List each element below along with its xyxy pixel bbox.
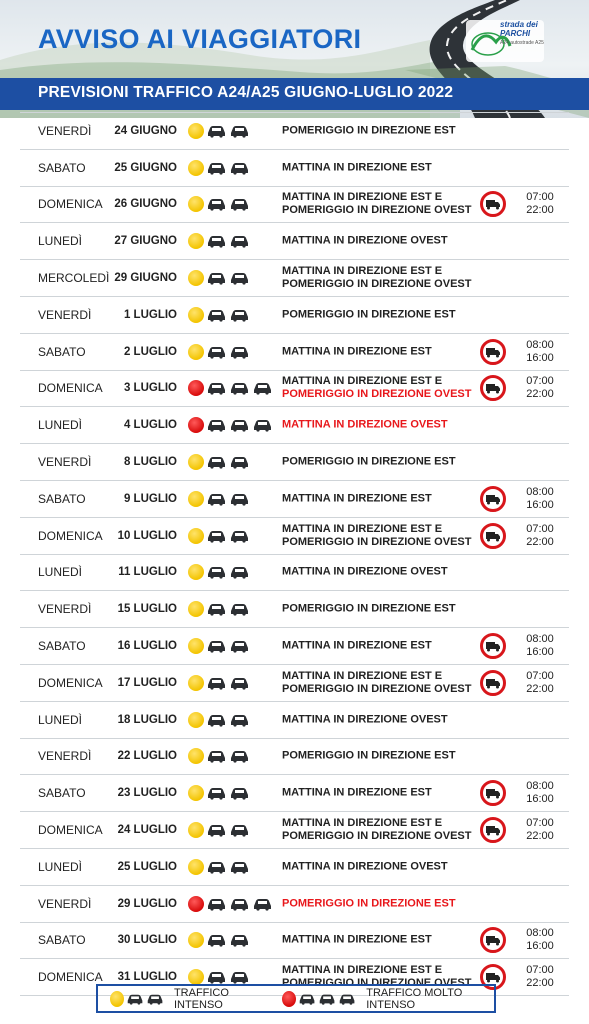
traffic-direction	[282, 375, 471, 401]
yellow-traffic-dot-icon	[188, 712, 204, 728]
car-icon	[229, 933, 250, 947]
date: 17 LUGLIO	[117, 676, 177, 689]
truck-ban-times	[520, 486, 560, 512]
list-item	[20, 812, 569, 849]
car-icon	[146, 992, 164, 1006]
car-icon	[229, 676, 250, 690]
direction-line-1: MATTINA IN DIREZIONE OVEST	[282, 234, 448, 247]
traffic-level-indicator	[188, 896, 273, 912]
car-icon	[206, 713, 227, 727]
no-trucks-sign-icon	[480, 633, 506, 659]
logo-text: strada dei PARCHI	[500, 20, 538, 38]
car-icon	[206, 933, 227, 947]
red-traffic-dot-icon	[188, 380, 204, 396]
list-item	[20, 555, 569, 592]
subtitle: PREVISIONI TRAFFICO A24/A25 GIUGNO-LUGLIO 2022	[38, 84, 454, 101]
no-trucks-sign-icon	[480, 780, 506, 806]
direction-line-1: POMERIGGIO IN DIREZIONE EST	[282, 455, 456, 468]
weekday: LUNEDÌ	[38, 859, 83, 874]
red-traffic-dot-icon	[188, 896, 204, 912]
yellow-traffic-dot-icon	[110, 991, 124, 1007]
car-icon	[206, 271, 227, 285]
weekday: VENERDÌ	[38, 455, 92, 470]
car-icon	[206, 639, 227, 653]
list-item	[20, 886, 569, 923]
traffic-direction	[282, 787, 432, 800]
traffic-level-indicator	[188, 528, 250, 544]
car-icon	[206, 749, 227, 763]
date: 29 GIUGNO	[114, 272, 177, 285]
car-icon	[206, 529, 227, 543]
weekday: DOMENICA	[38, 675, 103, 690]
car-icon	[229, 970, 250, 984]
no-trucks-sign-icon	[480, 927, 506, 953]
yellow-traffic-dot-icon	[188, 638, 204, 654]
yellow-traffic-dot-icon	[188, 528, 204, 544]
no-trucks-sign-icon	[480, 375, 506, 401]
direction-line-1: POMERIGGIO IN DIREZIONE EST	[282, 124, 456, 137]
direction-line-2: POMERIGGIO IN DIREZIONE OVEST	[282, 682, 472, 695]
list-item	[20, 297, 569, 334]
traffic-level-indicator	[188, 454, 250, 470]
car-icon	[229, 786, 250, 800]
legend-very-intense	[282, 987, 494, 1011]
car-icon	[206, 124, 227, 138]
list-item	[20, 444, 569, 481]
traffic-direction	[282, 161, 432, 174]
date: 15 LUGLIO	[117, 603, 177, 616]
date: 26 GIUGNO	[114, 198, 177, 211]
car-icon	[229, 749, 250, 763]
traffic-level-indicator	[188, 675, 250, 691]
truck-ban-start: 08:00	[526, 338, 554, 351]
direction-line-1: POMERIGGIO IN DIREZIONE EST	[282, 897, 456, 910]
direction-line-2: POMERIGGIO IN DIREZIONE OVEST	[282, 204, 472, 217]
car-icon	[206, 492, 227, 506]
traffic-forecast-list	[20, 112, 569, 996]
yellow-traffic-dot-icon	[188, 969, 204, 985]
traffic-direction	[282, 934, 432, 947]
date: 4 LUGLIO	[123, 419, 177, 432]
weekday: DOMENICA	[38, 528, 103, 543]
car-icon	[206, 602, 227, 616]
truck-ban-start: 08:00	[526, 780, 554, 793]
traffic-level-indicator	[188, 380, 273, 396]
date: 27 GIUGNO	[114, 235, 177, 248]
traffic-level-indicator	[188, 344, 250, 360]
yellow-traffic-dot-icon	[188, 932, 204, 948]
truck-ban-start: 07:00	[526, 522, 554, 535]
truck-ban-end: 22:00	[526, 388, 554, 401]
list-item	[20, 481, 569, 518]
car-icon	[229, 271, 250, 285]
header	[0, 0, 589, 118]
yellow-traffic-dot-icon	[188, 675, 204, 691]
traffic-direction	[282, 860, 448, 873]
car-icon	[318, 992, 336, 1006]
car-icon	[206, 786, 227, 800]
direction-line-1: MATTINA IN DIREZIONE EST E	[282, 191, 443, 204]
car-icon	[206, 308, 227, 322]
traffic-direction	[282, 345, 432, 358]
car-icon	[206, 455, 227, 469]
car-icon	[229, 860, 250, 874]
weekday: VENERDÌ	[38, 749, 92, 764]
truck-ban-end: 22:00	[526, 977, 554, 990]
weekday: SABATO	[38, 639, 86, 654]
traffic-level-indicator	[188, 491, 250, 507]
direction-line-1: MATTINA IN DIREZIONE EST	[282, 639, 432, 652]
truck-ban-times	[520, 523, 560, 549]
weekday: VENERDÌ	[38, 123, 92, 138]
direction-line-1: MATTINA IN DIREZIONE EST E	[282, 522, 443, 535]
date: 30 LUGLIO	[117, 934, 177, 947]
car-icon	[298, 992, 316, 1006]
legend-intense-label: TRAFFICO INTENSO	[173, 986, 229, 1011]
traffic-level-indicator	[188, 417, 273, 433]
direction-line-1: MATTINA IN DIREZIONE EST	[282, 933, 432, 946]
car-icon	[229, 345, 250, 359]
truck-ban-times	[520, 964, 560, 990]
date: 22 LUGLIO	[117, 750, 177, 763]
car-icon	[206, 860, 227, 874]
direction-line-2: POMERIGGIO IN DIREZIONE OVEST	[282, 977, 472, 990]
car-icon	[206, 381, 227, 395]
weekday: VENERDÌ	[38, 307, 92, 322]
traffic-direction	[282, 456, 456, 469]
truck-ban-start: 07:00	[526, 964, 554, 977]
yellow-traffic-dot-icon	[188, 307, 204, 323]
date: 8 LUGLIO	[123, 456, 177, 469]
truck-ban-times	[520, 670, 560, 696]
car-icon	[206, 897, 227, 911]
traffic-direction	[282, 670, 471, 696]
list-item	[20, 334, 569, 371]
yellow-traffic-dot-icon	[188, 491, 204, 507]
date: 29 LUGLIO	[117, 897, 177, 910]
traffic-level-indicator	[188, 822, 250, 838]
truck-ban-end: 16:00	[526, 940, 554, 953]
traffic-direction	[282, 523, 471, 549]
list-item	[20, 112, 569, 150]
truck-ban-end: 16:00	[526, 646, 554, 659]
traffic-level-indicator	[188, 969, 250, 985]
direction-line-1: MATTINA IN DIREZIONE EST E	[282, 669, 443, 682]
traffic-level-indicator	[188, 307, 250, 323]
weekday: LUNEDÌ	[38, 418, 83, 433]
list-item	[20, 223, 569, 260]
traffic-direction	[282, 265, 471, 291]
date: 25 GIUGNO	[114, 161, 177, 174]
traffic-direction	[282, 235, 448, 248]
truck-ban-end: 16:00	[526, 351, 554, 364]
direction-line-1: MATTINA IN DIREZIONE EST E	[282, 265, 443, 278]
truck-ban-start: 07:00	[526, 817, 554, 830]
weekday: VENERDÌ	[38, 896, 92, 911]
traffic-level-indicator	[188, 638, 250, 654]
no-trucks-sign-icon	[480, 486, 506, 512]
car-icon	[229, 455, 250, 469]
date: 11 LUGLIO	[118, 566, 177, 579]
truck-ban-times	[520, 927, 560, 953]
weekday: DOMENICA	[38, 197, 103, 212]
direction-line-1: MATTINA IN DIREZIONE OVEST	[282, 860, 448, 873]
traffic-level-indicator	[188, 601, 250, 617]
truck-ban-end: 16:00	[526, 498, 554, 511]
truck-ban-start: 07:00	[526, 669, 554, 682]
yellow-traffic-dot-icon	[188, 454, 204, 470]
weekday: SABATO	[38, 786, 86, 801]
truck-ban-times	[520, 780, 560, 806]
truck-ban-end: 16:00	[526, 793, 554, 806]
car-icon	[206, 345, 227, 359]
direction-line-1: POMERIGGIO IN DIREZIONE EST	[282, 749, 456, 762]
traffic-level-indicator	[188, 859, 250, 875]
truck-ban-start: 07:00	[526, 191, 554, 204]
date: 1 LUGLIO	[123, 308, 177, 321]
car-icon	[229, 197, 250, 211]
traffic-direction	[282, 640, 432, 653]
traffic-level-indicator	[188, 196, 250, 212]
direction-line-1: MATTINA IN DIREZIONE EST E	[282, 375, 443, 388]
weekday: MERCOLEDÌ	[38, 271, 110, 286]
logo-subtext: A24 autostrade A25	[500, 40, 544, 46]
car-icon	[229, 418, 250, 432]
date: 16 LUGLIO	[117, 640, 177, 653]
list-item	[20, 628, 569, 665]
car-icon	[206, 234, 227, 248]
yellow-traffic-dot-icon	[188, 822, 204, 838]
weekday: LUNEDÌ	[38, 234, 83, 249]
direction-line-1: POMERIGGIO IN DIREZIONE EST	[282, 308, 456, 321]
weekday: SABATO	[38, 160, 86, 175]
list-item	[20, 591, 569, 628]
traffic-direction	[282, 603, 456, 616]
yellow-traffic-dot-icon	[188, 748, 204, 764]
traffic-direction	[282, 897, 456, 910]
list-item	[20, 775, 569, 812]
weekday: SABATO	[38, 933, 86, 948]
direction-line-2: POMERIGGIO IN DIREZIONE OVEST	[282, 388, 472, 401]
no-trucks-sign-icon	[480, 523, 506, 549]
yellow-traffic-dot-icon	[188, 233, 204, 249]
car-icon	[206, 197, 227, 211]
traffic-direction	[282, 191, 471, 217]
car-icon	[229, 234, 250, 248]
car-icon	[229, 308, 250, 322]
car-icon	[229, 161, 250, 175]
yellow-traffic-dot-icon	[188, 160, 204, 176]
car-icon	[206, 676, 227, 690]
weekday: LUNEDÌ	[38, 712, 83, 727]
truck-ban-times	[520, 817, 560, 843]
car-icon	[206, 823, 227, 837]
traffic-level-indicator	[188, 712, 250, 728]
list-item	[20, 407, 569, 444]
weekday: DOMENICA	[38, 970, 103, 985]
truck-ban-start: 07:00	[526, 375, 554, 388]
list-item	[20, 739, 569, 776]
date: 24 GIUGNO	[114, 124, 177, 137]
traffic-level-indicator	[188, 932, 250, 948]
list-item	[20, 518, 569, 555]
date: 31 LUGLIO	[117, 971, 177, 984]
weekday: SABATO	[38, 344, 86, 359]
truck-ban-start: 08:00	[526, 633, 554, 646]
traffic-direction	[282, 308, 456, 321]
weekday: VENERDÌ	[38, 602, 92, 617]
car-icon	[252, 381, 273, 395]
traffic-direction	[282, 713, 448, 726]
no-trucks-sign-icon	[480, 817, 506, 843]
date: 24 LUGLIO	[117, 824, 177, 837]
list-item	[20, 849, 569, 886]
car-icon	[252, 418, 273, 432]
direction-line-1: POMERIGGIO IN DIREZIONE EST	[282, 602, 456, 615]
truck-ban-start: 08:00	[526, 927, 554, 940]
truck-ban-times	[520, 375, 560, 401]
yellow-traffic-dot-icon	[188, 785, 204, 801]
weekday: SABATO	[38, 491, 86, 506]
direction-line-1: MATTINA IN DIREZIONE EST	[282, 345, 432, 358]
direction-line-1: MATTINA IN DIREZIONE OVEST	[282, 713, 448, 726]
car-icon	[229, 529, 250, 543]
traffic-level-indicator	[188, 748, 250, 764]
car-icon	[229, 713, 250, 727]
car-icon	[338, 992, 356, 1006]
list-item	[20, 260, 569, 297]
list-item	[20, 150, 569, 187]
list-item	[20, 371, 569, 408]
direction-line-1: MATTINA IN DIREZIONE EST	[282, 161, 432, 174]
direction-line-1: MATTINA IN DIREZIONE OVEST	[282, 565, 448, 578]
truck-ban-times	[520, 633, 560, 659]
traffic-level-indicator	[188, 160, 250, 176]
car-icon	[229, 124, 250, 138]
car-icon	[206, 565, 227, 579]
legend-very-intense-label: TRAFFICO MOLTO INTENSO	[366, 986, 463, 1011]
direction-line-1: MATTINA IN DIREZIONE EST	[282, 492, 432, 505]
yellow-traffic-dot-icon	[188, 859, 204, 875]
car-icon	[229, 602, 250, 616]
direction-line-2: POMERIGGIO IN DIREZIONE OVEST	[282, 830, 472, 843]
car-icon	[206, 161, 227, 175]
date: 23 LUGLIO	[117, 787, 177, 800]
car-icon	[229, 639, 250, 653]
traffic-level-indicator	[188, 785, 250, 801]
direction-line-2: POMERIGGIO IN DIREZIONE OVEST	[282, 278, 472, 291]
yellow-traffic-dot-icon	[188, 344, 204, 360]
weekday: DOMENICA	[38, 381, 103, 396]
legend-intense	[110, 987, 266, 1011]
truck-ban-end: 22:00	[526, 204, 554, 217]
list-item	[20, 702, 569, 739]
traffic-level-indicator	[188, 564, 250, 580]
traffic-direction	[282, 750, 456, 763]
car-icon	[206, 418, 227, 432]
date: 2 LUGLIO	[123, 345, 177, 358]
date: 9 LUGLIO	[123, 492, 177, 505]
car-icon	[229, 492, 250, 506]
yellow-traffic-dot-icon	[188, 123, 204, 139]
truck-ban-end: 22:00	[526, 535, 554, 548]
car-icon	[252, 897, 273, 911]
red-traffic-dot-icon	[282, 991, 296, 1007]
truck-ban-times	[520, 339, 560, 365]
list-item	[20, 923, 569, 960]
date: 25 LUGLIO	[117, 860, 177, 873]
weekday: DOMENICA	[38, 823, 103, 838]
direction-line-2: POMERIGGIO IN DIREZIONE OVEST	[282, 535, 472, 548]
truck-ban-times	[520, 191, 560, 217]
direction-line-1: MATTINA IN DIREZIONE EST E	[282, 817, 443, 830]
truck-ban-end: 22:00	[526, 682, 554, 695]
no-trucks-sign-icon	[480, 339, 506, 365]
page-title: AVVISO AI VIAGGIATORI	[38, 24, 362, 54]
traffic-level-indicator	[188, 123, 250, 139]
traffic-level-indicator	[188, 270, 250, 286]
car-icon	[126, 992, 144, 1006]
yellow-traffic-dot-icon	[188, 601, 204, 617]
car-icon	[229, 565, 250, 579]
traffic-direction	[282, 124, 456, 137]
car-icon	[206, 970, 227, 984]
traffic-direction	[282, 566, 448, 579]
traffic-direction	[282, 817, 471, 843]
date: 18 LUGLIO	[117, 713, 177, 726]
yellow-traffic-dot-icon	[188, 196, 204, 212]
traffic-level-indicator	[188, 233, 250, 249]
date: 3 LUGLIO	[123, 382, 177, 395]
car-icon	[229, 823, 250, 837]
truck-ban-start: 08:00	[526, 485, 554, 498]
car-icon	[229, 381, 250, 395]
traffic-direction	[282, 419, 448, 432]
traffic-direction	[282, 492, 432, 505]
red-traffic-dot-icon	[188, 417, 204, 433]
direction-line-1: MATTINA IN DIREZIONE EST	[282, 786, 432, 799]
direction-line-1: MATTINA IN DIREZIONE OVEST	[282, 418, 448, 431]
legend	[96, 984, 496, 1013]
list-item	[20, 187, 569, 224]
no-trucks-sign-icon	[480, 670, 506, 696]
truck-ban-end: 22:00	[526, 830, 554, 843]
weekday: LUNEDÌ	[38, 565, 83, 580]
no-trucks-sign-icon	[480, 191, 506, 217]
direction-line-1: MATTINA IN DIREZIONE EST E	[282, 964, 443, 977]
yellow-traffic-dot-icon	[188, 270, 204, 286]
car-icon	[229, 897, 250, 911]
date: 10 LUGLIO	[117, 529, 177, 542]
list-item	[20, 665, 569, 702]
yellow-traffic-dot-icon	[188, 564, 204, 580]
